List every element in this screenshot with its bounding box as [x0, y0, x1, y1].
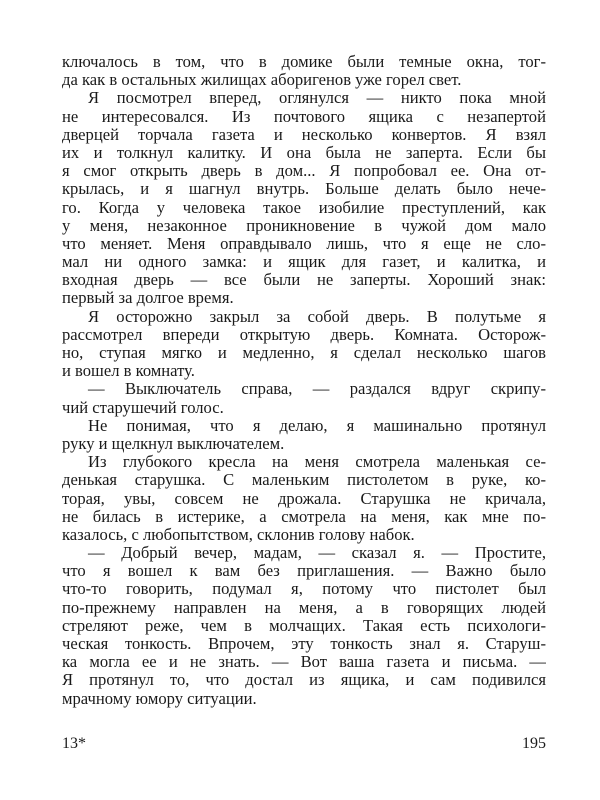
- text-line: не билась в истерике, а смотрела на меня, как мне по-: [62, 507, 546, 526]
- text-line: торая, увы, совсем не дрожала. Старушка не кричала,: [62, 489, 546, 508]
- text-line: — Выключатель справа, — раздался вдруг скрипу-: [88, 380, 546, 399]
- text-line: их и толкнул калитку. И она была не заперта. Если бы: [62, 143, 546, 162]
- paragraph: [62, 453, 546, 544]
- text-line: первый за долгое время.: [62, 289, 234, 308]
- text-line: рассмотрел впереди открытую дверь. Комната. Осторож-: [62, 325, 546, 344]
- text-line: Я осторожно закрыл за собой дверь. В полутьме я: [88, 307, 546, 326]
- text-line: руку и щелкнул выключателем.: [62, 434, 285, 453]
- text-line: — Добрый вечер, мадам, — сказал я. — Простите,: [88, 544, 546, 563]
- text-line: входная дверь — все были не заперты. Хороший знак:: [62, 271, 546, 290]
- text-line: мал ни одного замка: и ящик для газет, и калитка, и: [62, 253, 546, 272]
- text-line: денькая старушка. С маленьким пистолетом в руке, ко-: [62, 471, 546, 490]
- text-line: го. Когда у человека такое изобилие преступлений, как: [62, 198, 546, 217]
- paragraph: [62, 380, 546, 416]
- paragraph: [62, 417, 546, 453]
- text-line: но, ступая мягко и медленно, я сделал несколько шагов: [62, 344, 546, 362]
- text-line: по-прежнему направлен на меня, а в говорящих людей: [62, 598, 546, 617]
- text-line: мрачному юмору ситуации.: [62, 689, 257, 708]
- text-line: дверцей торчала газета и несколько конвертов. Я взял: [62, 125, 546, 144]
- text-line: что меняет. Меня оправдывало лишь, что я еще не сло-: [62, 234, 546, 253]
- text-line: стреляют реже, чем в молчащих. Такая есть психологи-: [62, 616, 546, 635]
- text-line: не интересовался. Из почтового ящика с незапертой: [62, 107, 546, 126]
- paragraph: [62, 89, 546, 307]
- text-line: казалось, с любопытством, склонив голову набок.: [62, 525, 415, 544]
- text-line: я смог открыть дверь в дом... Я попробовал ее. Она от-: [62, 162, 546, 181]
- text-line: Я протянул то, что достал из ящика, и сам подивился: [62, 671, 546, 690]
- text-line: Не понимая, что я делаю, я машинально протянул: [88, 416, 546, 435]
- text-line: что я вошел к вам без приглашения. — Важно было: [62, 562, 546, 581]
- text-line: чий старушечий голос.: [62, 398, 224, 417]
- text-line: что-то говорить, подумал я, потому что пистолет был: [62, 580, 546, 599]
- text-line: крылась, и я шагнул внутрь. Больше делать было нече-: [62, 180, 546, 199]
- paragraph: [62, 308, 546, 381]
- text-line: ключалось в том, что в домике были темные окна, тог-: [62, 53, 546, 71]
- text-line: ческая тонкость. Впрочем, эту тонкость знал я. Старуш-: [62, 635, 546, 653]
- signature-mark: 13*: [62, 735, 86, 752]
- page-body: [62, 53, 546, 708]
- text-line: Я посмотрел вперед, оглянулся — никто пока мной: [88, 89, 546, 108]
- paragraph: [62, 53, 546, 89]
- page-number: 195: [522, 735, 546, 752]
- text-line: ка могла ее и не знать. — Вот ваша газета и письма. —: [62, 653, 546, 672]
- text-line: да как в остальных жилищах аборигенов уже горел свет.: [62, 71, 462, 90]
- text-line: и вошел в комнату.: [62, 362, 195, 381]
- text-line: у меня, незаконное проникновение в чужой дом мало: [62, 216, 546, 235]
- text-line: Из глубокого кресла на меня смотрела маленькая се-: [88, 453, 546, 472]
- paragraph: [62, 544, 546, 708]
